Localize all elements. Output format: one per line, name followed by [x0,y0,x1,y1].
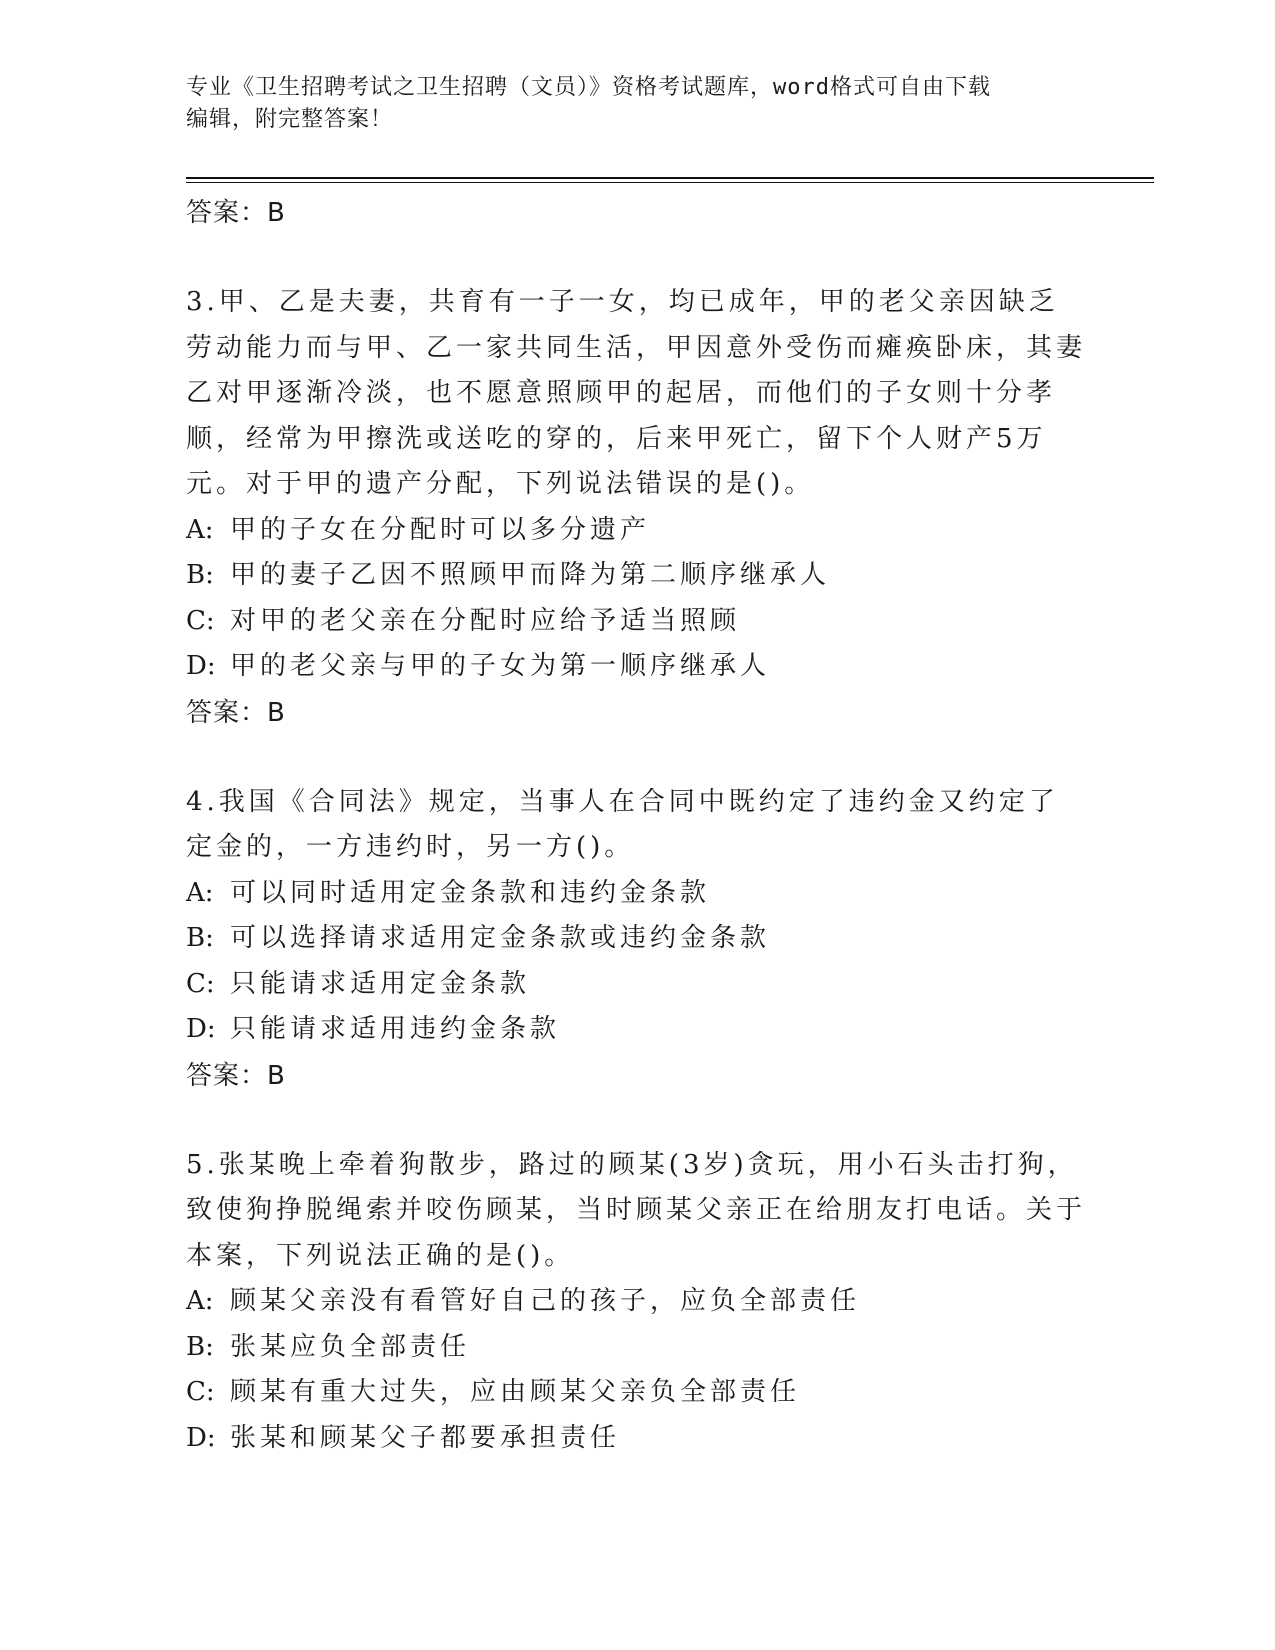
option-b [186,553,1086,599]
option-a [186,1279,1086,1325]
option-key: D: [186,1014,216,1044]
option-text: 对甲的老父亲在分配时应给予适当照顾 [230,605,741,636]
spacer [186,1099,1086,1143]
header-line-2: 编辑，附完整答案！ [186,107,394,132]
option-text: 甲的妻子乙因不照顾甲而降为第二顺序继承人 [230,560,831,590]
option-text: 顾某有重大过失，应由顾某父亲负全部责任 [230,1377,801,1407]
option-b [186,1325,1086,1371]
option-key: C: [186,605,215,636]
question-block [186,780,1086,1099]
question-list [186,190,1086,1461]
option-key: D: [186,651,216,681]
option-text: 可以同时适用定金条款和违约金条款 [230,877,711,908]
option-d [186,1007,1086,1053]
option-b [186,916,1086,962]
header-line-1: 专业《卫生招聘考试之卫生招聘（文员）》资格考试题库，word格式可自由下载 [186,75,991,100]
option-text: 顾某父亲没有看管好自己的孩子，应负全部责任 [230,1286,861,1316]
option-text: 只能请求适用违约金条款 [230,1014,561,1044]
option-text: 甲的子女在分配时可以多分遗产 [230,514,651,545]
option-key: C: [186,1377,215,1407]
question-stem: 5.张某晚上牵着狗散步，路过的顾某(3岁)贪玩，用小石头击打狗，致使狗挣脱绳索并咬伤顾某，当时顾某父亲正在给朋友打电话。关于本案，下列说法正确的是()。 [186,1149,1087,1271]
answer-line: 答案：B [186,1060,286,1091]
option-key: C: [186,968,215,999]
header-rule-thin [186,182,1154,183]
option-text: 只能请求适用定金条款 [230,968,531,999]
option-text: 张某应负全部责任 [230,1331,471,1362]
spacer [186,236,1086,280]
option-d [186,1416,1086,1462]
option-a [186,871,1086,917]
question-block [186,1143,1086,1462]
option-text: 甲的老父亲与甲的子女为第一顺序继承人 [230,651,771,681]
option-d [186,644,1086,690]
option-key: B: [186,923,214,953]
question-block [186,280,1086,736]
option-key: A: [186,1286,214,1316]
option-text: 可以选择请求适用定金条款或违约金条款 [230,923,771,953]
option-key: B: [186,560,214,590]
option-c [186,599,1086,645]
question-stem: 4.我国《合同法》规定，当事人在合同中既约定了违约金又约定了定金的，一方违约时，另一方()。 [186,786,1059,862]
option-c [186,1370,1086,1416]
option-text: 张某和顾某父子都要承担责任 [230,1422,621,1453]
header-rule-thick [186,177,1154,179]
option-key: A: [186,877,214,908]
answer-line: 答案：B [186,697,286,728]
answer-line: 答案：B [186,198,286,228]
option-key: D: [186,1422,216,1453]
spacer [186,736,1086,780]
question-stem: 3.甲、乙是夫妻，共育有一子一女，均已成年，甲的老父亲因缺乏劳动能力而与甲、乙一家共同生活，甲因意外受伤而瘫痪卧床，其妻乙对甲逐渐冷淡，也不愿意照顾甲的起居，而他们的子女则十分孝顺，经常为甲擦洗或送吃的穿的，后来甲死亡，留下个人财产5万元。对于甲的遗产分配，下列说法错误的是()。 [186,287,1087,499]
page-header [186,72,1086,136]
option-c [186,962,1086,1008]
option-key: A: [186,514,214,545]
option-a [186,508,1086,554]
option-key: B: [186,1331,214,1362]
